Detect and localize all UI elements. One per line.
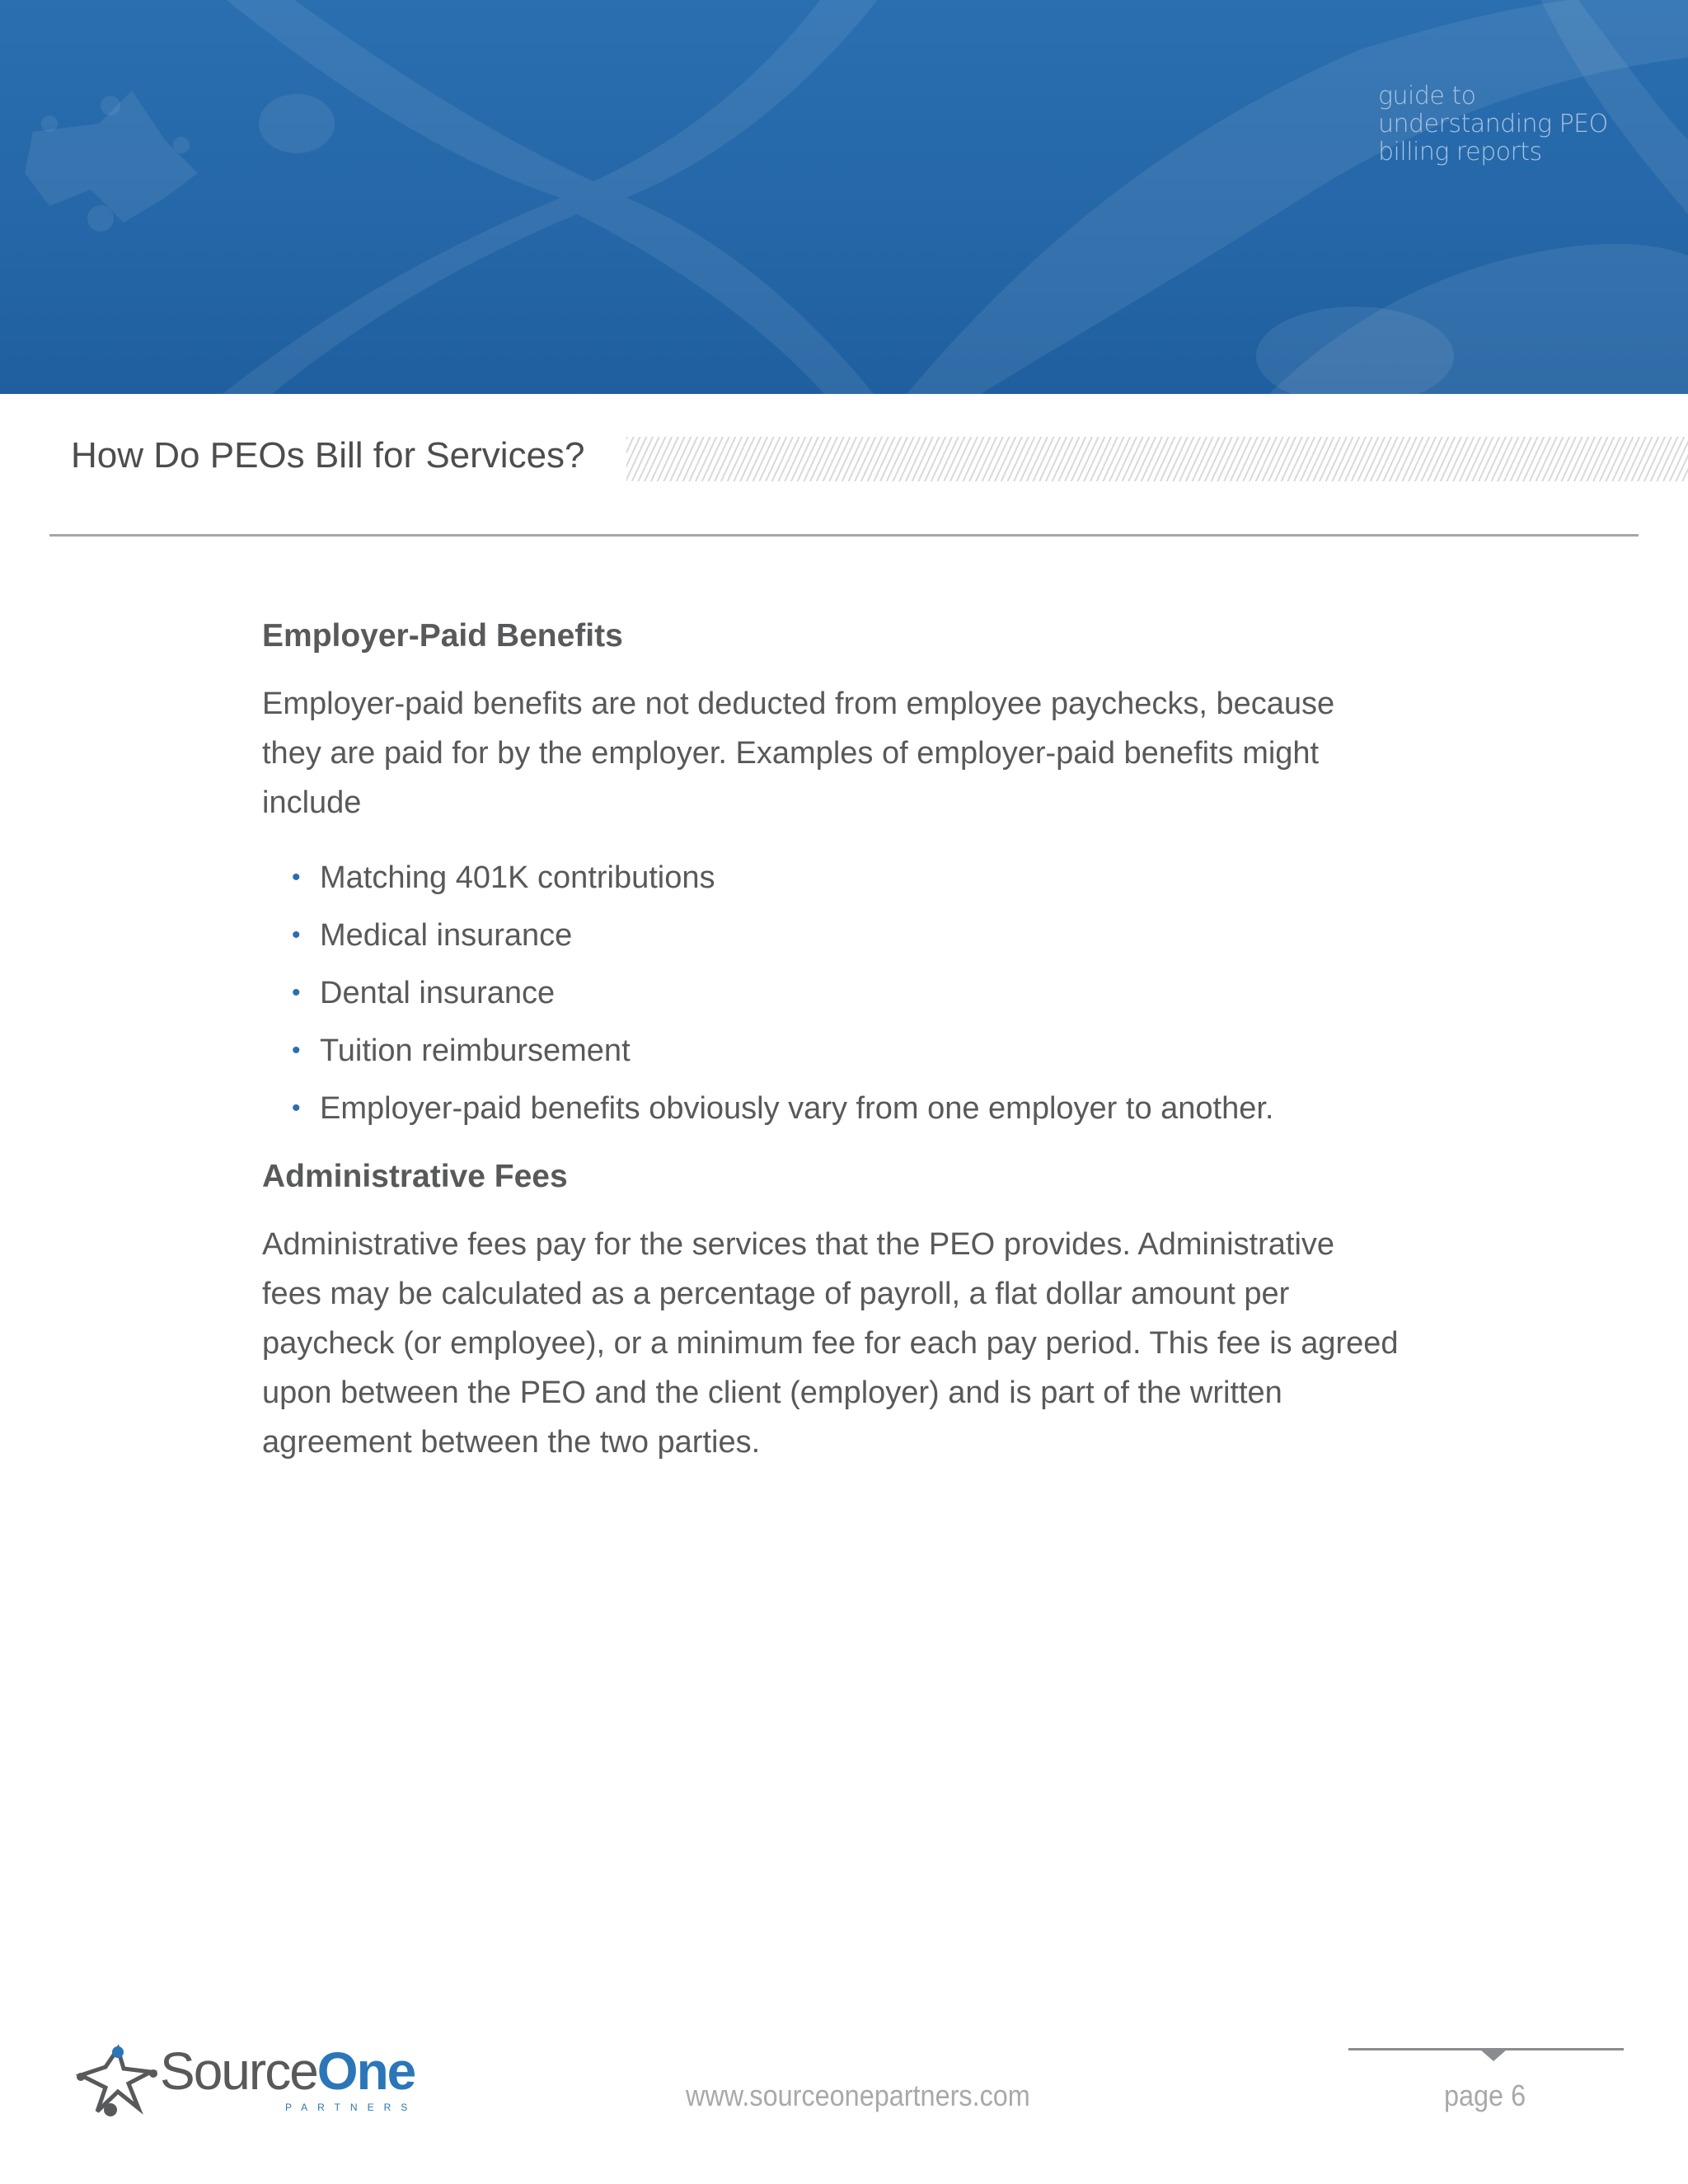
bullet-icon: •	[292, 864, 301, 891]
list-item	[262, 849, 1400, 907]
page-number: page 6	[1444, 2079, 1526, 2112]
guide-title-line: guide to	[1378, 82, 1476, 110]
guide-title-line: billing reports	[1378, 138, 1542, 166]
document-body	[262, 610, 1400, 1467]
sourceone-logo	[73, 2041, 418, 2116]
logo-source: Source	[160, 2041, 317, 2101]
admin-fees-body: Administrative fees pay for the services that the PEO provides. Administrative fees may be calculated as a percentage of payroll, a flat dollar amount per paycheck (or employee), or a minimum fee for each pay period. This fee is agreed upon between the PEO and the client (employer) and is part of the written agreement between the two parties.	[262, 1227, 1399, 1460]
section-title: How Do PEOs Bill for Services?	[71, 435, 585, 476]
list-item	[262, 1022, 1400, 1080]
employer-paid-heading: Employer-Paid Benefits	[262, 618, 623, 654]
employer-paid-intro: Employer-paid benefits are not deducted from employee paychecks, because they are paid for by the employer. Examples of employer-paid benefits might include	[262, 687, 1335, 820]
bullet-icon: •	[292, 921, 301, 949]
logo-icon	[73, 2042, 163, 2116]
logo-partners: PARTNERS	[285, 2102, 418, 2113]
list-item-text: Employer-paid benefits obviously vary from one employer to another.	[320, 1091, 1274, 1126]
list-item-text: Medical insurance	[320, 918, 573, 953]
section-divider	[49, 534, 1639, 537]
list-item-text: Matching 401K contributions	[320, 860, 715, 895]
footer-url[interactable]: www.sourceonepartners.com	[686, 2079, 1030, 2112]
hatch-decoration	[626, 437, 1688, 481]
header-banner	[0, 0, 1688, 394]
list-item	[262, 907, 1400, 964]
benefits-list	[262, 849, 1400, 1137]
admin-fees-heading: Administrative Fees	[262, 1159, 568, 1194]
bullet-icon: •	[292, 1094, 301, 1122]
logo-wordmark	[160, 2042, 415, 2100]
list-item-text: Dental insurance	[320, 976, 556, 1010]
logo-one: One	[316, 2041, 415, 2101]
list-item	[262, 1080, 1400, 1137]
page-notch-icon	[1480, 2050, 1507, 2061]
bullet-icon: •	[292, 979, 301, 1006]
guide-title	[1378, 82, 1658, 166]
guide-title-line: understanding PEO	[1378, 110, 1608, 138]
bullet-icon: •	[292, 1037, 301, 1064]
list-item	[262, 964, 1400, 1022]
banner-pattern	[0, 0, 1688, 394]
list-item-text: Tuition reimbursement	[320, 1033, 631, 1068]
